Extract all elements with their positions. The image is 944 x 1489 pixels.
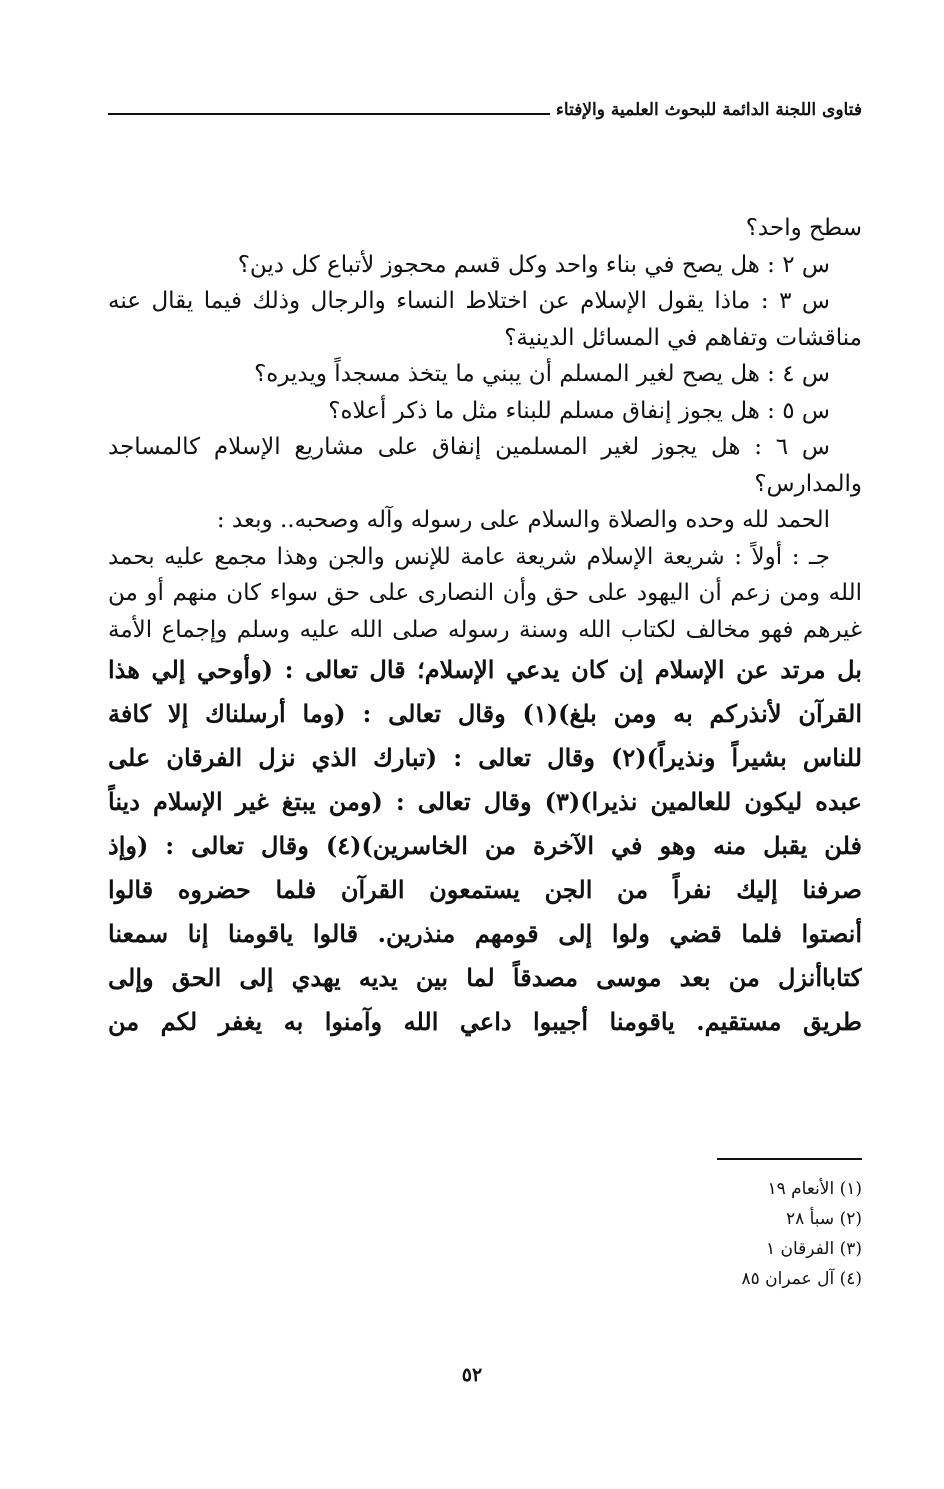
verse-line: للناس بشيراً ونذيراً)(٢) وقال تعالى : (تبارك الذي نزل الفرقان على	[108, 743, 862, 772]
verse-line: طريق مستقيم. ياقومنا أجيبوا داعي الله وآمنوا به يغفر لكم من	[108, 1007, 862, 1036]
header-rule	[108, 113, 550, 115]
verse-line: فلن يقبل منه وهو في الآخرة من الخاسرين)(٤) وقال تعالى : (وإذ	[108, 831, 862, 860]
answer-line: بل مرتد عن الإسلام إن كان يدعي الإسلام؛ قال تعالى : (وأوحي إلي هذا	[108, 655, 862, 684]
footnote: (٢) سبأ ٢٨	[785, 1209, 862, 1229]
text-line: سطح واحد؟	[745, 215, 862, 241]
question-line: س ٤ : هل يصح لغير المسلم أن يبني ما يتخذ مسجداً ويديره؟	[254, 361, 830, 387]
verse-line: عبده ليكون للعالمين نذيرا)(٣) وقال تعالى : (ومن يبتغ غير الإسلام ديناً	[108, 787, 862, 816]
footnote: (١) الأنعام ١٩	[767, 1179, 862, 1199]
question-line: س ٦ : هل يجوز لغير المسلمين إنفاق على مشاريع الإسلام كالمساجد	[108, 434, 831, 460]
verse-line: كتاباأنزل من بعد موسى مصدقاً لما بين يديه يهدي إلى الحق وإلى	[108, 963, 862, 992]
footnote-separator	[717, 1158, 862, 1160]
verse-line: القرآن لأنذركم به ومن بلغ)(١) وقال تعالى : (وما أرسلناك إلا كافة	[108, 699, 862, 728]
answer-line: الله ومن زعم أن اليهود على حق وأن النصارى على حق سواء كان منهم أو من	[108, 580, 862, 606]
page-number: ٥٢	[461, 1364, 483, 1386]
verse-line: أنصتوا فلما قضي ولوا إلى قومهم منذرين. قالوا ياقومنا إنا سمعنا	[108, 919, 862, 948]
question-line: س ٣ : ماذا يقول الإسلام عن اختلاط النساء والرجال وذلك فيما يقال عنه	[108, 288, 830, 314]
text-line: والمدارس؟	[754, 470, 862, 497]
body-text	[108, 210, 862, 1044]
running-header	[108, 90, 862, 130]
answer-line: غيرهم فهو مخالف لكتاب الله وسنة رسوله صلى الله عليه وسلم وإجماع الأمة	[108, 616, 862, 643]
question-line: س ٥ : هل يجوز إنفاق مسلم للبناء مثل ما ذكر أعلاه؟	[328, 397, 830, 424]
question-line: س ٢ : هل يصح في بناء واحد وكل قسم محجوز لأتباع كل دين؟	[237, 251, 830, 278]
footnote: (٤) آل عمران ٨٥	[741, 1269, 862, 1289]
header-title: فتاوى اللجنة الدائمة للبحوث العلمية والإفتاء	[555, 100, 862, 120]
answer-line: جـ : أولاً : شريعة الإسلام شريعة عامة للإنس والجن وهذا مجمع عليه بحمد	[108, 543, 830, 570]
footnotes	[562, 1174, 862, 1294]
footnote: (٣) الفرقان ١	[765, 1239, 862, 1259]
text-line: الحمد لله وحده والصلاة والسلام على رسوله وآله وصحبه.. وبعد :	[216, 507, 830, 533]
text-line: مناقشات وتفاهم في المسائل الدينية؟	[504, 324, 862, 351]
verse-line: صرفنا إليك نفراً من الجن يستمعون القرآن فلما حضروه قالوا	[108, 875, 862, 904]
